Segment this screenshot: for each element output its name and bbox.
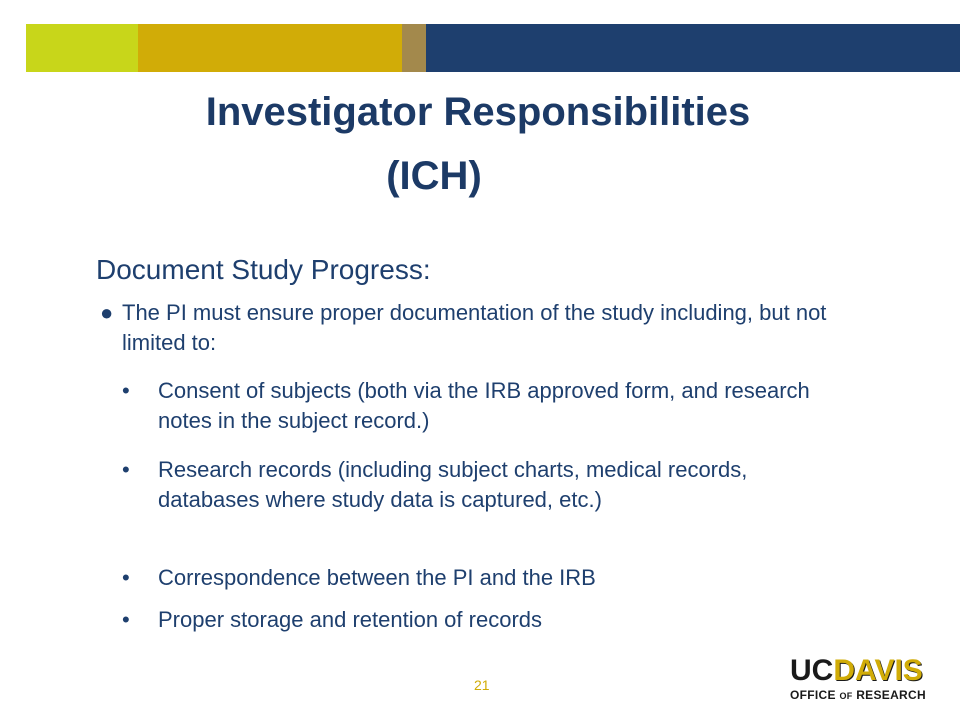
bullet-dot-icon: • [122, 607, 130, 632]
logo-wordmark [790, 656, 930, 686]
sub-bullet-text: Research records (including subject charts, medical records, databases where study data is captured, etc.) [158, 457, 748, 512]
sub-bullet [122, 563, 842, 593]
accent-bar-tan [402, 24, 426, 72]
sub-bullet-text: Consent of subjects (both via the IRB approved form, and research notes in the subject record.) [158, 378, 810, 433]
logo-uc: UC [790, 654, 834, 687]
logo-subtitle [790, 688, 930, 703]
bullet-dot-icon: • [122, 378, 130, 403]
logo-davis: DAVIS [833, 654, 923, 687]
accent-bar-lime [26, 24, 138, 72]
slide-title-line-2: (ICH) [386, 154, 482, 198]
bullet-dot-icon: • [122, 565, 130, 590]
sub-bullet-text: Correspondence between the PI and the IRB [158, 565, 596, 590]
bullet-dot-icon: ● [100, 300, 114, 325]
slide-title-line-1: Investigator Responsibilities [205, 90, 751, 134]
main-bullet [100, 298, 840, 358]
sub-bullet-text: Proper storage and retention of records [158, 607, 543, 632]
accent-bar-navy [426, 24, 960, 72]
accent-bar-gold [138, 24, 402, 72]
section-heading: Document Study Progress: [96, 254, 431, 285]
ucdavis-office-of-research-logo [790, 656, 930, 703]
logo-office: OFFICE [790, 688, 836, 702]
main-bullet-text: The PI must ensure proper documentation of the study including, but not limited to: [122, 300, 827, 355]
logo-research: RESEARCH [856, 688, 926, 702]
logo-of: OF [839, 691, 853, 701]
sub-bullet [122, 376, 842, 436]
sub-bullet [122, 605, 842, 635]
slide-number: 21 [474, 677, 490, 693]
sub-bullet [122, 455, 842, 515]
bullet-dot-icon: • [122, 457, 130, 482]
